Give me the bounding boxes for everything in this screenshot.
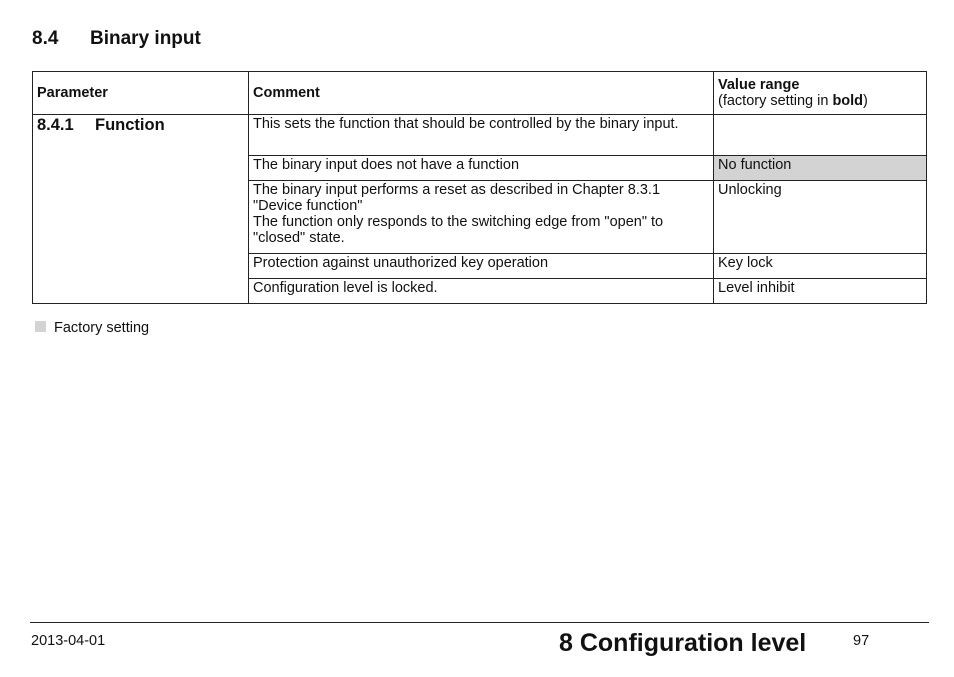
comment-cell: This sets the function that should be controlled by the binary input. xyxy=(249,115,714,156)
table-header-row xyxy=(33,72,927,115)
comment-cell: The binary input does not have a function xyxy=(249,156,714,181)
parameter-name: Function xyxy=(95,116,165,134)
value-cell: Level inhibit xyxy=(714,279,927,304)
comment-cell: Protection against unauthorized key operation xyxy=(249,254,714,279)
comment-line: The binary input performs a reset as described in Chapter 8.3.1 "Device function" xyxy=(253,182,661,214)
header-comment: Comment xyxy=(249,72,714,115)
header-value-range-note-prefix: (factory setting in xyxy=(718,92,833,109)
value-cell xyxy=(714,115,927,156)
header-value-range-note-bold: bold xyxy=(832,92,864,109)
header-parameter: Parameter xyxy=(33,72,249,115)
comment-cell xyxy=(249,181,714,254)
footer-date: 2013-04-01 xyxy=(31,633,106,649)
value-cell-factory-setting: No function xyxy=(714,156,927,181)
comment-line: The function only responds to the switching edge from "open" to "closed" state. xyxy=(253,214,664,246)
value-cell: Key lock xyxy=(714,254,927,279)
header-value-range xyxy=(714,72,927,115)
section-number: 8.4 xyxy=(32,28,59,49)
parameter-number: 8.4.1 xyxy=(37,116,74,134)
legend-label: Factory setting xyxy=(54,320,150,336)
value-cell: Unlocking xyxy=(714,181,927,254)
page-number: 97 xyxy=(853,633,870,649)
footer-chapter-title: 8 Configuration level xyxy=(559,629,807,657)
footer-divider xyxy=(30,622,929,623)
factory-setting-swatch xyxy=(35,321,46,332)
factory-setting-legend xyxy=(35,320,149,336)
comment-cell: Configuration level is locked. xyxy=(249,279,714,304)
section-heading xyxy=(32,28,201,50)
section-title: Binary input xyxy=(90,28,201,49)
parameter-cell xyxy=(33,115,249,304)
header-value-range-title: Value range xyxy=(718,76,800,93)
parameter-table xyxy=(32,71,927,304)
table-row xyxy=(33,115,927,156)
header-value-range-note-suffix: ) xyxy=(863,92,868,109)
